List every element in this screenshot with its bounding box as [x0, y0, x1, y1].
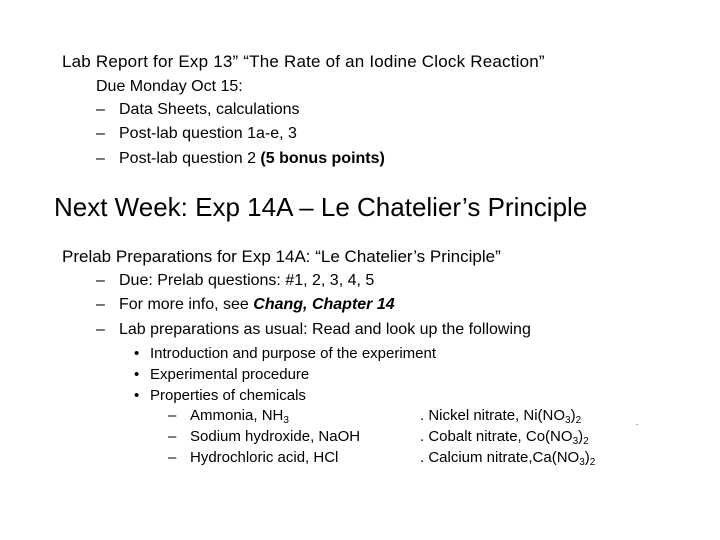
dash-mark: –	[96, 321, 105, 338]
chemical-hydrochloric-acid	[168, 449, 338, 466]
prelab-item-text: For more info, see	[119, 296, 254, 313]
bullet-mark: •	[134, 345, 140, 362]
chemical-subscript: 3	[572, 436, 579, 447]
bullet-procedure	[134, 366, 309, 383]
dash-mark: –	[96, 101, 105, 118]
due-heading: Due Monday Oct 15:	[96, 78, 243, 95]
chemical-name: . Nickel nitrate, Ni(NO	[420, 407, 566, 424]
due-item-post-lab-1	[96, 125, 297, 143]
chang-reference: Chang, Chapter 14	[253, 296, 395, 313]
due-item-text: Post-lab question 1a-e, 3	[119, 125, 297, 142]
bonus-points-note: (5 bonus points)	[260, 150, 385, 167]
chemical-paren: )	[578, 428, 584, 445]
chemical-paren: )	[584, 449, 590, 466]
chemical-subscript: 2	[583, 436, 589, 447]
chemical-subscript: 3	[579, 457, 585, 468]
due-item-post-lab-2	[96, 150, 385, 168]
chemical-subscript: 2	[575, 415, 582, 426]
dash-mark: –	[96, 150, 105, 167]
bullet-text: Properties of chemicals	[150, 387, 306, 404]
stray-mark: .	[636, 418, 639, 427]
dash-mark: –	[168, 428, 177, 445]
bullet-mark: •	[134, 366, 140, 383]
chemical-subscript: 3	[565, 415, 571, 426]
chemical-name: . Cobalt nitrate, Co(NO	[420, 428, 573, 445]
due-item-data-sheets	[96, 101, 300, 119]
bullet-text: Introduction and purpose of the experiment	[150, 345, 437, 362]
chemical-name: Hydrochloric acid, HCl	[190, 449, 339, 466]
next-week-title: Next Week: Exp 14A – Le Chatelier’s Principle	[54, 192, 588, 222]
chemical-subscript: 3	[283, 415, 289, 426]
prelab-item-lab-preparations	[96, 321, 531, 339]
prelab-item-text: Lab preparations as usual: Read and look up the following	[119, 321, 531, 338]
prelab-item-questions	[96, 272, 374, 290]
chemical-calcium-nitrate	[420, 449, 595, 466]
lab-report-heading: Lab Report for Exp 13” “The Rate of an Iodine Clock Reaction”	[62, 52, 545, 71]
chemical-name: Ammonia, NH	[190, 407, 284, 424]
dash-mark: –	[168, 407, 177, 424]
dash-mark: –	[96, 272, 105, 289]
chemical-nickel-nitrate	[420, 407, 581, 424]
chemical-name: . Calcium nitrate,Ca(NO	[420, 449, 580, 466]
chemical-sodium-hydroxide	[168, 428, 360, 445]
chemical-name: Sodium hydroxide, NaOH	[190, 428, 361, 445]
bullet-introduction	[134, 345, 436, 362]
prelab-item-text: Due: Prelab questions: #1, 2, 3, 4, 5	[119, 272, 375, 289]
prelab-item-more-info	[96, 296, 395, 314]
due-item-text: Data Sheets, calculations	[119, 101, 300, 118]
dash-mark: –	[96, 125, 105, 142]
chemical-subscript: 2	[589, 457, 596, 468]
bullet-text: Experimental procedure	[150, 366, 310, 383]
chemical-ammonia	[168, 407, 289, 424]
prelab-heading: Prelab Preparations for Exp 14A: “Le Chatelier’s Principle”	[62, 247, 501, 266]
dash-mark: –	[168, 449, 177, 466]
due-item-text: Post-lab question 2	[119, 150, 261, 167]
chemical-paren: )	[570, 407, 576, 424]
chemical-cobalt-nitrate	[420, 428, 589, 445]
bullet-mark: •	[134, 387, 140, 404]
bullet-properties	[134, 387, 306, 404]
dash-mark: –	[96, 296, 105, 313]
